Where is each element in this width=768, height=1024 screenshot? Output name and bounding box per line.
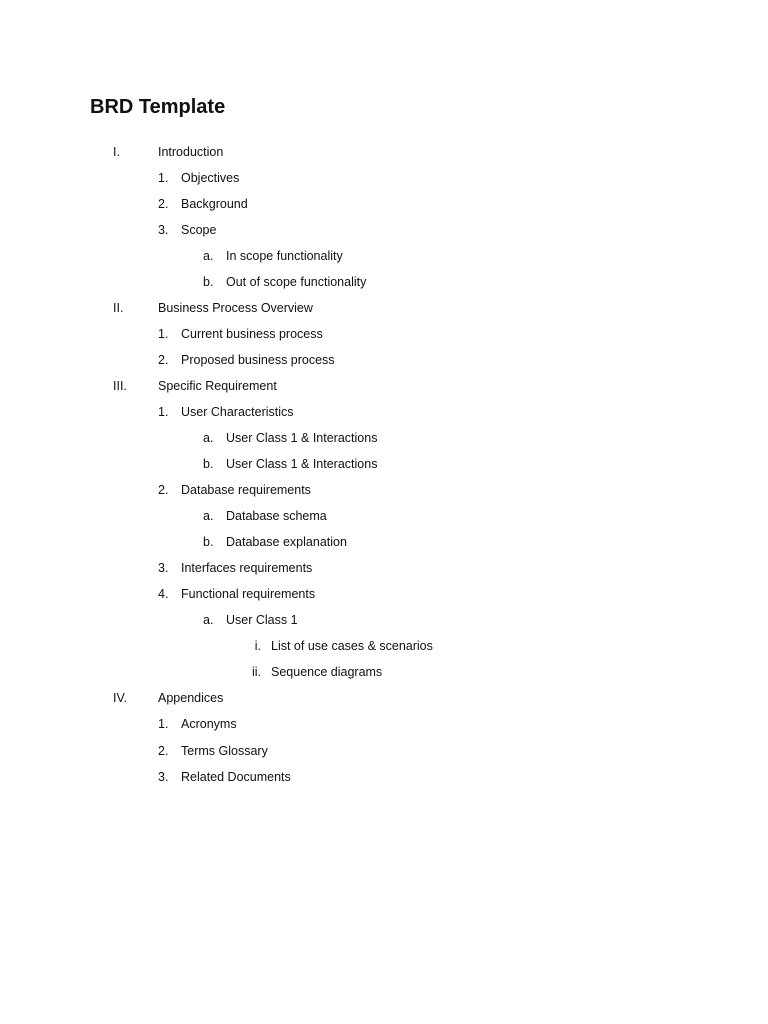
outline-marker: 2. [158, 197, 169, 211]
outline-marker: 2. [158, 483, 169, 497]
outline-item [0, 428, 768, 448]
outline-item [0, 324, 768, 344]
outline-text: Background [181, 197, 248, 211]
outline-text: Introduction [158, 145, 224, 159]
outline-marker: I. [113, 145, 120, 159]
outline-item [0, 688, 768, 708]
outline-item [0, 532, 768, 552]
outline-marker: 2. [158, 353, 169, 367]
outline-marker: III. [113, 379, 127, 393]
outline-text: List of use cases & scenarios [271, 639, 433, 653]
outline-marker: b. [203, 535, 214, 549]
outline-text: User Class 1 & Interactions [226, 457, 378, 471]
outline-text: Business Process Overview [158, 301, 313, 315]
outline-marker: 3. [158, 561, 169, 575]
outline-item [0, 168, 768, 188]
outline-item [0, 480, 768, 500]
outline-text: Current business process [181, 327, 323, 341]
outline-item [0, 714, 768, 734]
outline-item [0, 246, 768, 266]
outline-marker: i. [254, 639, 261, 653]
outline-marker: II. [113, 301, 124, 315]
outline-item [0, 636, 768, 656]
outline-marker: b. [203, 275, 214, 289]
outline-item [0, 662, 768, 682]
outline-item [0, 741, 768, 761]
outline-text: Database explanation [226, 535, 347, 549]
outline-text: Proposed business process [181, 353, 335, 367]
outline-text: Interfaces requirements [181, 561, 313, 575]
outline-text: Related Documents [181, 770, 291, 784]
outline-text: Objectives [181, 171, 240, 185]
outline-text: Acronyms [181, 717, 237, 731]
outline-text: Appendices [158, 691, 224, 705]
outline-item [0, 506, 768, 526]
outline-item [0, 376, 768, 396]
outline-text: Specific Requirement [158, 379, 277, 393]
outline-marker: IV. [113, 691, 128, 705]
outline-text: Terms Glossary [181, 744, 268, 758]
outline-marker: a. [203, 249, 214, 263]
outline-marker: ii. [251, 665, 261, 679]
outline-item [0, 454, 768, 474]
outline-marker: b. [203, 457, 214, 471]
outline-text: Sequence diagrams [271, 665, 383, 679]
outline-text: Functional requirements [181, 587, 316, 601]
outline-item [0, 767, 768, 787]
outline-marker: 1. [158, 171, 169, 185]
outline-marker: 3. [158, 770, 169, 784]
outline-item [0, 298, 768, 318]
outline-text: Scope [181, 223, 217, 237]
outline-marker: 1. [158, 717, 169, 731]
outline-item [0, 610, 768, 630]
outline-item [0, 272, 768, 292]
outline-item [0, 558, 768, 578]
outline-text: Out of scope functionality [226, 275, 367, 289]
outline-item [0, 194, 768, 214]
outline-marker: 1. [158, 327, 169, 341]
outline-marker: a. [203, 431, 214, 445]
outline-marker: 4. [158, 587, 169, 601]
document-title: BRD Template [90, 96, 226, 118]
outline-text: Database schema [226, 509, 327, 523]
outline-text: User Class 1 & Interactions [226, 431, 378, 445]
outline-marker: 1. [158, 405, 169, 419]
outline-marker: 2. [158, 744, 169, 758]
outline-text: User Characteristics [181, 405, 294, 419]
outline-marker: 3. [158, 223, 169, 237]
outline-text: User Class 1 [226, 613, 298, 627]
outline-text: In scope functionality [226, 249, 343, 263]
outline-marker: a. [203, 613, 214, 627]
outline-item [0, 350, 768, 370]
outline-marker: a. [203, 509, 214, 523]
outline-item [0, 142, 768, 162]
outline-text: Database requirements [181, 483, 311, 497]
outline-item [0, 220, 768, 240]
outline-item [0, 584, 768, 604]
outline-item [0, 402, 768, 422]
